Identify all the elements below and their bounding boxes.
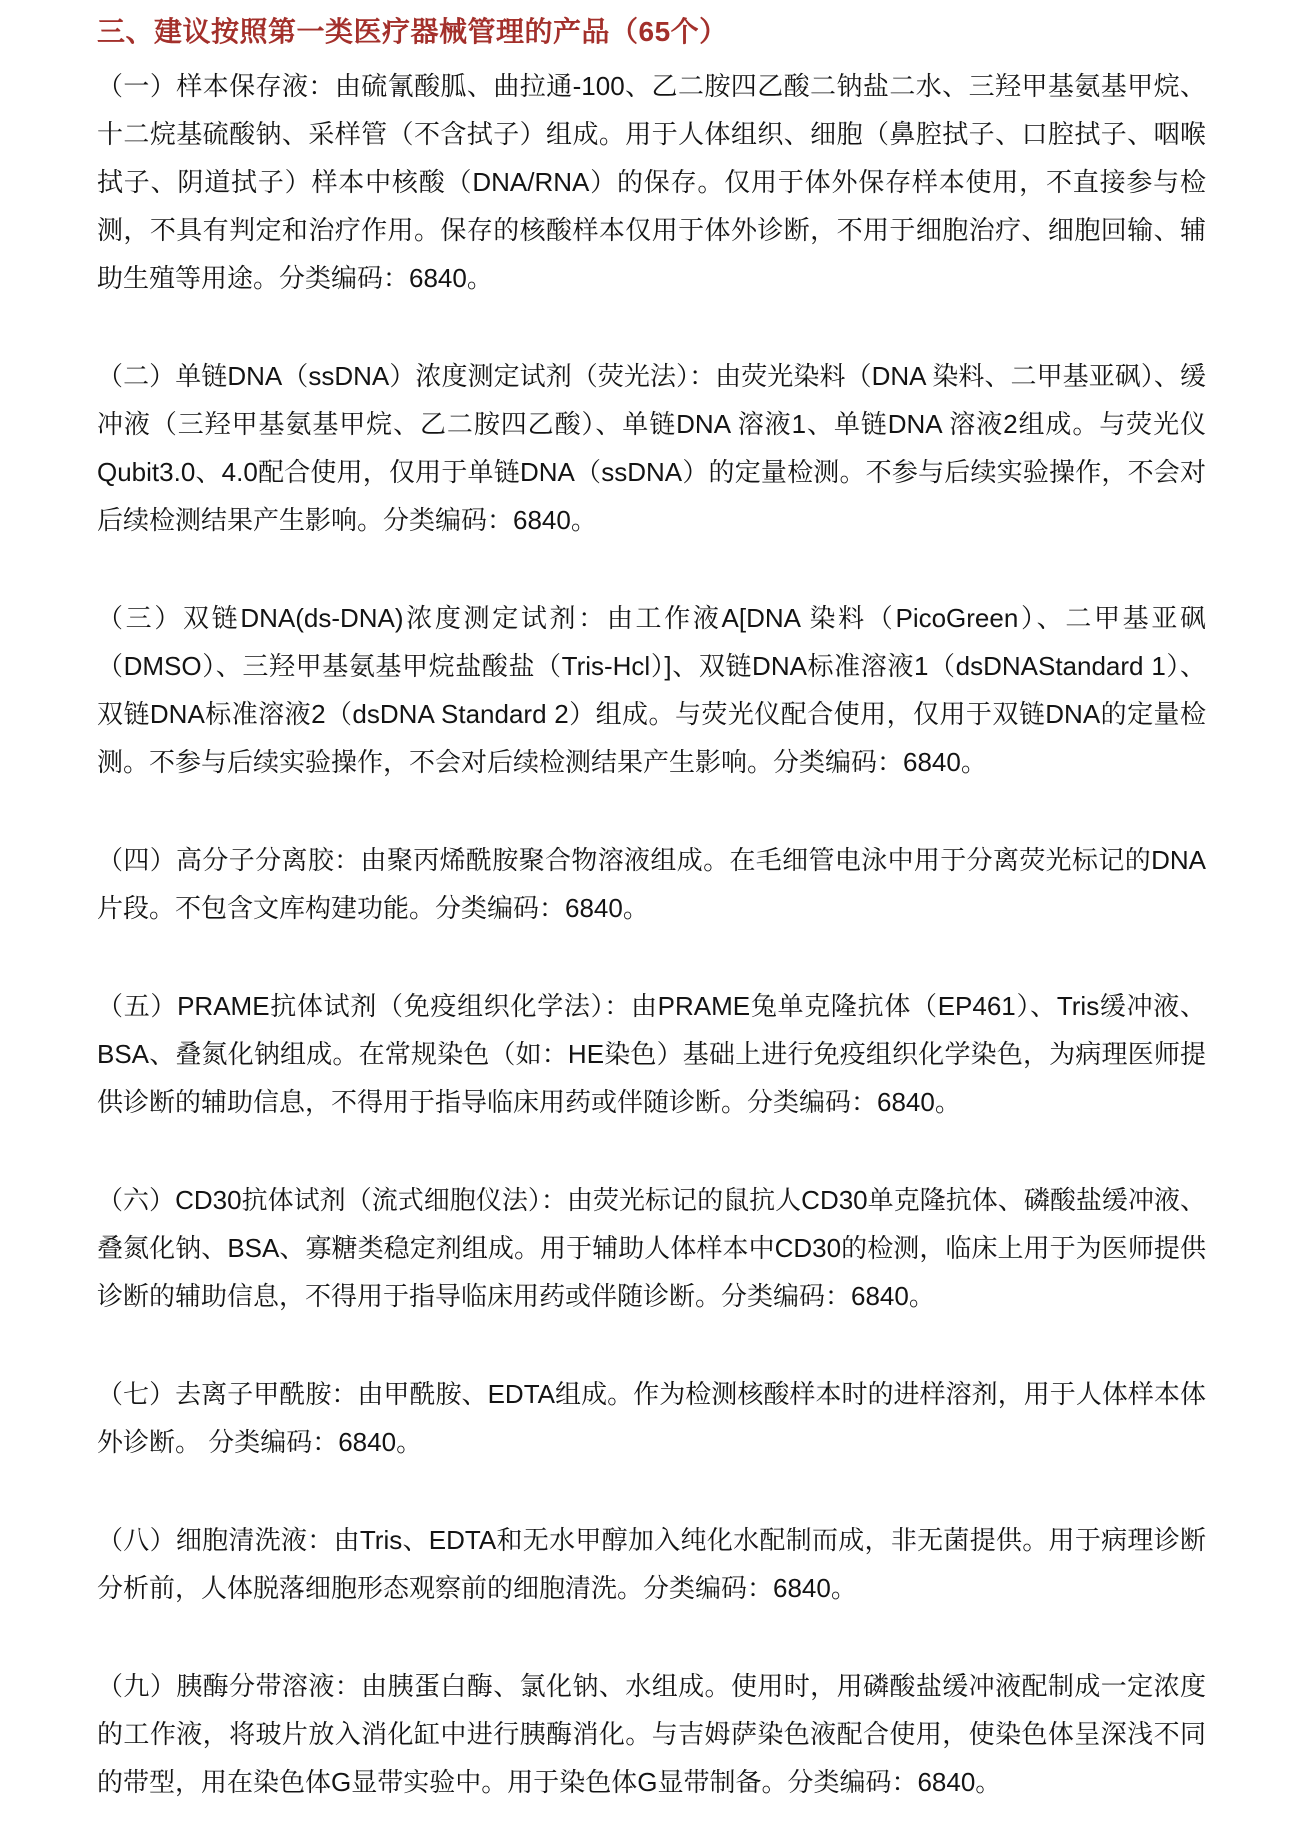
paragraph-item-9: （九）胰酶分带溶液：由胰蛋白酶、氯化钠、水组成。使用时，用磷酸盐缓冲液配制成一定浓度的工作液，将玻片放入消化缸中进行胰酶消化。与吉姆萨染色液配合使用，使染色体呈深浅不同的带型，用在染色体G显带实验中。用于染色体G显带制备。分类编码：6840。 [97,1671,1206,1797]
paragraph-item-6: （六）CD30抗体试剂（流式细胞仪法）：由荧光标记的鼠抗人CD30单克隆抗体、磷酸盐缓冲液、叠氮化钠、BSA、寡糖类稳定剂组成。用于辅助人体样本中CD30的检测，临床上用于为医师提供诊断的辅助信息，不得用于指导临床用药或伴随诊断。分类编码：6840。 [97,1185,1206,1311]
paragraph-item-7: （七）去离子甲酰胺：由甲酰胺、EDTA组成。作为检测核酸样本时的进样溶剂，用于人体样本体外诊断。 分类编码：6840。 [97,1379,1206,1457]
paragraph-item-1: （一）样本保存液：由硫氰酸胍、曲拉通-100、乙二胺四乙酸二钠盐二水、三羟甲基氨基甲烷、十二烷基硫酸钠、采样管（不含拭子）组成。用于人体组织、细胞（鼻腔拭子、口腔拭子、咽喉拭子、阴道拭子）样本中核酸（DNA/RNA）的保存。仅用于体外保存样本使用，不直接参与检测，不具有判定和治疗作用。保存的核酸样本仅用于体外诊断，不用于细胞治疗、细胞回输、辅助生殖等用途。分类编码：6840。 [97,71,1206,293]
paragraph-item-5: （五）PRAME抗体试剂（免疫组织化学法）：由PRAME兔单克隆抗体（EP461）、Tris缓冲液、BSA、叠氮化钠组成。在常规染色（如：HE染色）基础上进行免疫组织化学染色，为病理医师提供诊断的辅助信息，不得用于指导临床用药或伴随诊断。分类编码：6840。 [97,991,1206,1117]
paragraph-list [97,62,1206,1806]
paragraph-item-3: （三）双链DNA(ds-DNA)浓度测定试剂：由工作液A[DNA 染料（PicoGreen）、二甲基亚砜（DMSO）、三羟甲基氨基甲烷盐酸盐（Tris-Hcl）]、双链DNA标准溶液1（dsDNAStandard 1）、双链DNA标准溶液2（dsDNA Standard 2）组成。与荧光仪配合使用，仅用于双链DNA的定量检测。不参与后续实验操作，不会对后续检测结果产生影响。分类编码：6840。 [97,603,1206,777]
paragraph-item-8: （八）细胞清洗液：由Tris、EDTA和无水甲醇加入纯化水配制而成，非无菌提供。用于病理诊断分析前，人体脱落细胞形态观察前的细胞清洗。分类编码：6840。 [97,1525,1206,1603]
paragraph-item-4: （四）高分子分离胶：由聚丙烯酰胺聚合物溶液组成。在毛细管电泳中用于分离荧光标记的DNA片段。不包含文库构建功能。分类编码：6840。 [97,845,1206,923]
paragraph-item-2: （二）单链DNA（ssDNA）浓度测定试剂（荧光法）：由荧光染料（DNA 染料、二甲基亚砜）、缓冲液（三羟甲基氨基甲烷、乙二胺四乙酸）、单链DNA 溶液1、单链DNA 溶液2组成。与荧光仪Qubit3.0、4.0配合使用，仅用于单链DNA（ssDNA）的定量检测。不参与后续实验操作，不会对后续检测结果产生影响。分类编码：6840。 [97,361,1206,535]
section-heading: 三、建议按照第一类医疗器械管理的产品（65个） [97,16,728,47]
